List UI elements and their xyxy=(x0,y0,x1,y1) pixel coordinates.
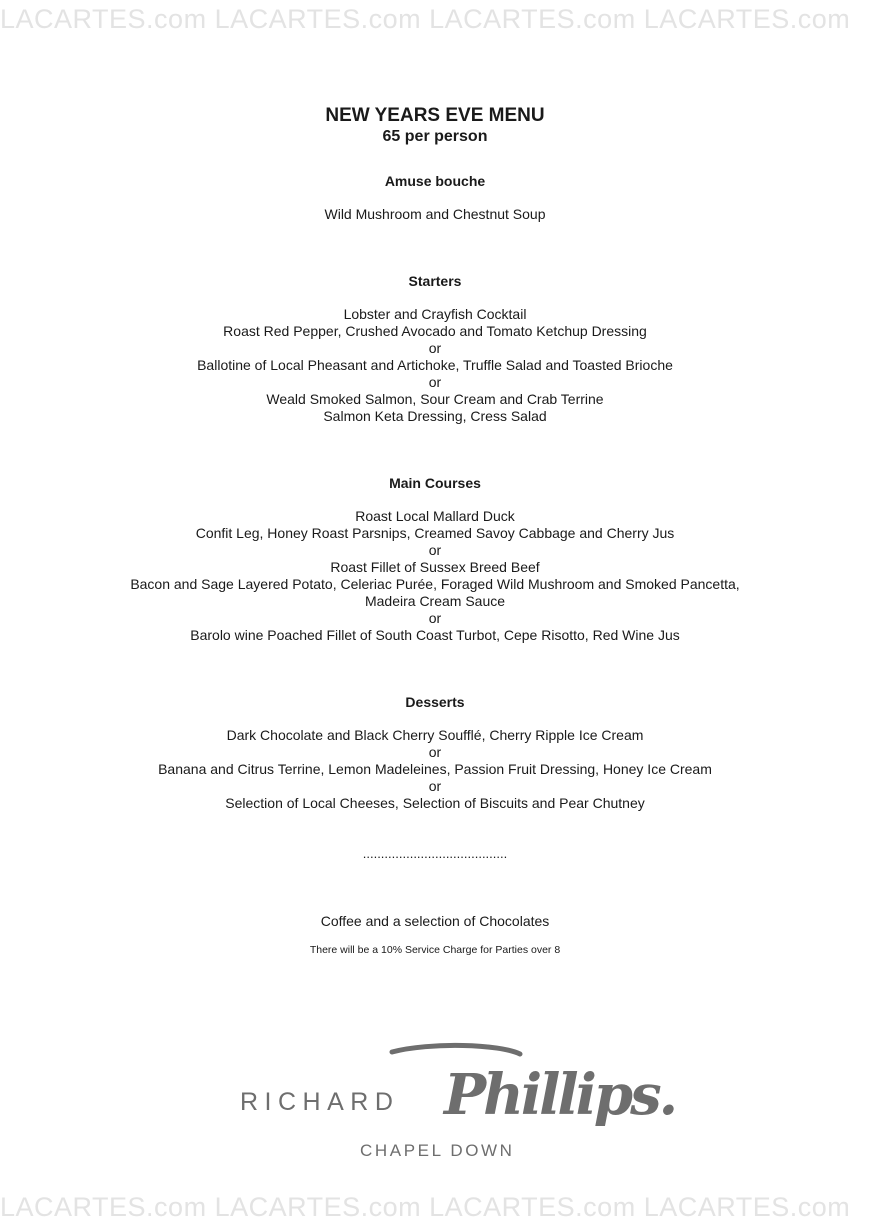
richard-phillips-logo xyxy=(0,1040,870,1170)
logo-chapel-down-text: CHAPEL DOWN xyxy=(360,1141,515,1160)
menu-line: Barolo wine Poached Fillet of South Coast Turbot, Cepe Risotto, Red Wine Jus xyxy=(190,627,680,643)
menu-line: Ballotine of Local Pheasant and Artichoke, Truffle Salad and Toasted Brioche xyxy=(197,357,673,373)
menu-line: Bacon and Sage Layered Potato, Celeriac Purée, Foraged Wild Mushroom and Smoked Pancetta, xyxy=(130,576,740,592)
watermark-bottom: LACARTES.com LACARTES.com LACARTES.com LACARTES.com xyxy=(0,1192,851,1222)
section-starters xyxy=(0,273,870,425)
menu-line: Roast Red Pepper, Crushed Avocado and Tomato Ketchup Dressing xyxy=(223,323,647,339)
menu-line: Roast Fillet of Sussex Breed Beef xyxy=(330,559,540,575)
logo-phillips-script: Phillips. xyxy=(444,1062,676,1128)
menu-line: Confit Leg, Honey Roast Parsnips, Creamed Savoy Cabbage and Cherry Jus xyxy=(195,525,675,541)
menu-line-or: or xyxy=(428,374,442,390)
menu-line-or: or xyxy=(428,778,442,794)
menu-line-or: or xyxy=(428,542,442,558)
section-heading: Main Courses xyxy=(389,475,481,491)
service-charge-note: There will be a 10% Service Charge for Parties over 8 xyxy=(309,944,561,956)
section-heading: Amuse bouche xyxy=(384,173,486,189)
menu-line: Lobster and Crayfish Cocktail xyxy=(343,306,527,322)
menu-line-or: or xyxy=(428,340,442,356)
dotted-separator: ........................................ xyxy=(362,846,508,861)
menu-line: Wild Mushroom and Chestnut Soup xyxy=(324,206,546,222)
logo-swash-icon xyxy=(392,1045,520,1054)
menu-line: Dark Chocolate and Black Cherry Soufflé, Cherry Ripple Ice Cream xyxy=(226,727,644,743)
menu-line-or: or xyxy=(428,610,442,626)
menu-title: NEW YEARS EVE MENU xyxy=(325,105,545,126)
watermark-top: LACARTES.com LACARTES.com LACARTES.com LACARTES.com xyxy=(0,4,851,34)
section-heading: Starters xyxy=(408,273,462,289)
menu-line: Weald Smoked Salmon, Sour Cream and Crab Terrine xyxy=(266,391,604,407)
menu-line: Banana and Citrus Terrine, Lemon Madeleines, Passion Fruit Dressing, Honey Ice Cream xyxy=(158,761,712,777)
menu-document xyxy=(0,105,870,957)
menu-line: Roast Local Mallard Duck xyxy=(355,508,515,524)
menu-price: 65 per person xyxy=(382,128,488,145)
logo-richard-text: RICHARD xyxy=(240,1088,400,1116)
menu-line: Salmon Keta Dressing, Cress Salad xyxy=(323,408,547,424)
section-desserts xyxy=(0,694,870,812)
menu-line-or: or xyxy=(428,744,442,760)
section-amuse-bouche xyxy=(0,173,870,223)
menu-line: Madeira Cream Sauce xyxy=(364,593,506,609)
section-main-courses xyxy=(0,475,870,644)
section-heading: Desserts xyxy=(405,694,465,710)
coffee-line: Coffee and a selection of Chocolates xyxy=(320,913,550,929)
menu-line: Selection of Local Cheeses, Selection of Biscuits and Pear Chutney xyxy=(225,795,645,811)
